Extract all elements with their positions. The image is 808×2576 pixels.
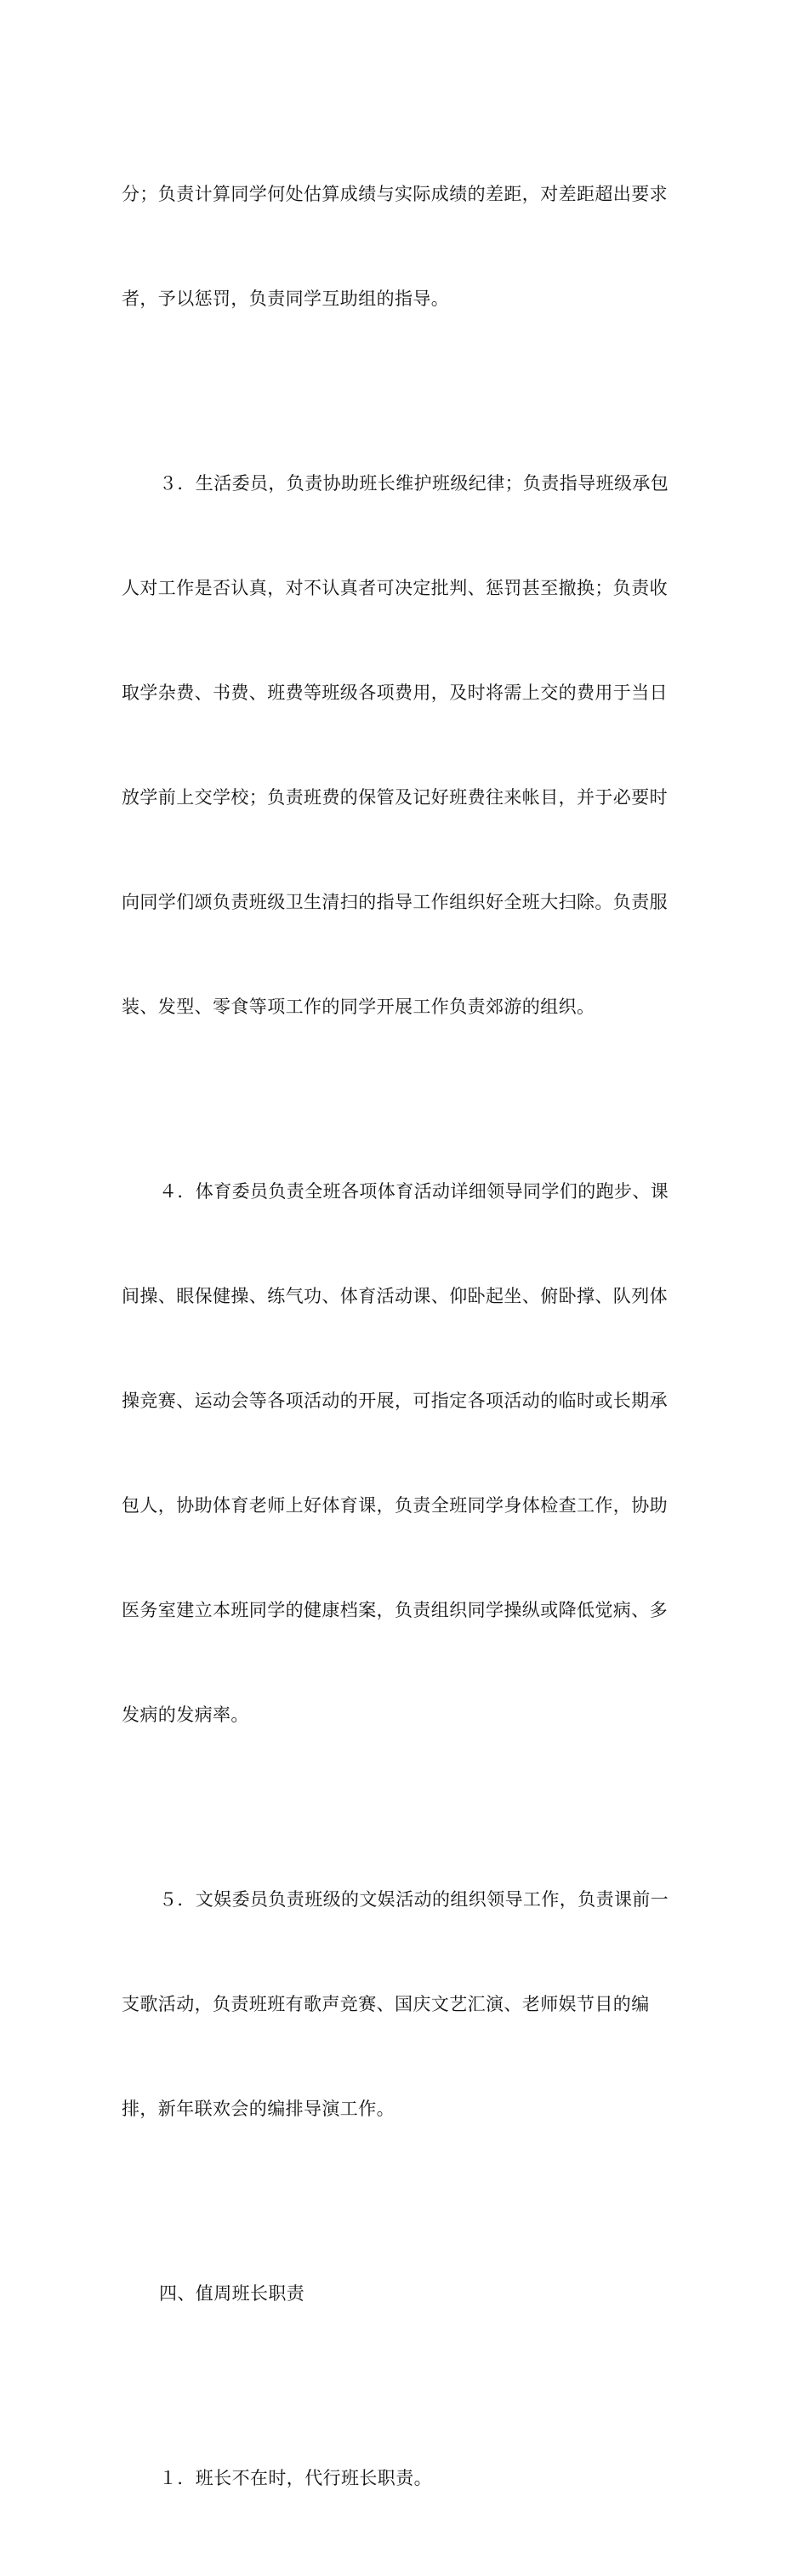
text-line: 间操、眼保健操、练气功、体育活动课、仰卧起坐、俯卧撑、队列体	[122, 1286, 668, 1306]
text-line: 发病的发病率。	[122, 1705, 249, 1725]
text-line: 支歌活动，负责班班有歌声竞赛、国庆文艺汇演、老师娱节目的编	[122, 1994, 650, 2014]
text-line: ４．体育委员负责全班各项体育活动详细领导同学们的跑步、课	[159, 1181, 669, 1202]
text-line: 排，新年联欢会的编排导演工作。	[122, 2099, 395, 2119]
paragraph-item-5	[122, 1813, 691, 2196]
text-line: 医务室建立本班同学的健康档案，负责组织同学操纵或降低觉病、多	[122, 1600, 668, 1620]
text-line: 取学杂费、书费、班费等班级各项费用，及时将需上交的费用于当日	[122, 683, 668, 703]
text-line: 操竞赛、运动会等各项活动的开展，可指定各项活动的临时或长期承	[122, 1391, 668, 1411]
text-line: 装、发型、零食等项工作的同学开展工作负责郊游的组织。	[122, 997, 595, 1017]
document-body	[122, 107, 691, 2576]
text-line: 分；负责计算同学何处估算成绩与实际成绩的差距，对差距超出要求	[122, 184, 668, 204]
text-line: 包人，协助体育老师上好体育课，负责全班同学身体检查工作，协助	[122, 1495, 668, 1516]
text-line: 向同学们颂负责班级卫生清扫的指导工作组织好全班大扫除。负责服	[122, 892, 668, 912]
section-heading	[122, 2207, 691, 2381]
text-line: 放学前上交学校；负责班费的保管及记好班费往来帐目，并于必要时	[122, 787, 668, 808]
text-line: ５．文娱委员负责班级的文娱活动的组织领导工作，负责课前一	[159, 1889, 669, 1910]
paragraph-continuation	[122, 107, 691, 386]
text-line: 者，予以惩罚，负责同学互助组的指导。	[122, 288, 450, 309]
text-line: 四、值周班长职责	[159, 2283, 305, 2304]
text-line: 人对工作是否认真，对不认真者可决定批判、惩罚甚至撤换；负责收	[122, 578, 668, 598]
paragraph-item-1	[122, 2391, 691, 2566]
text-line: ３．生活委员，负责协助班长维护班级纪律；负责指导班级承包	[159, 473, 669, 494]
paragraph-item-3	[122, 397, 691, 1094]
text-line: １．班长不在时，代行班长职责。	[159, 2468, 432, 2488]
paragraph-item-4	[122, 1105, 691, 1802]
